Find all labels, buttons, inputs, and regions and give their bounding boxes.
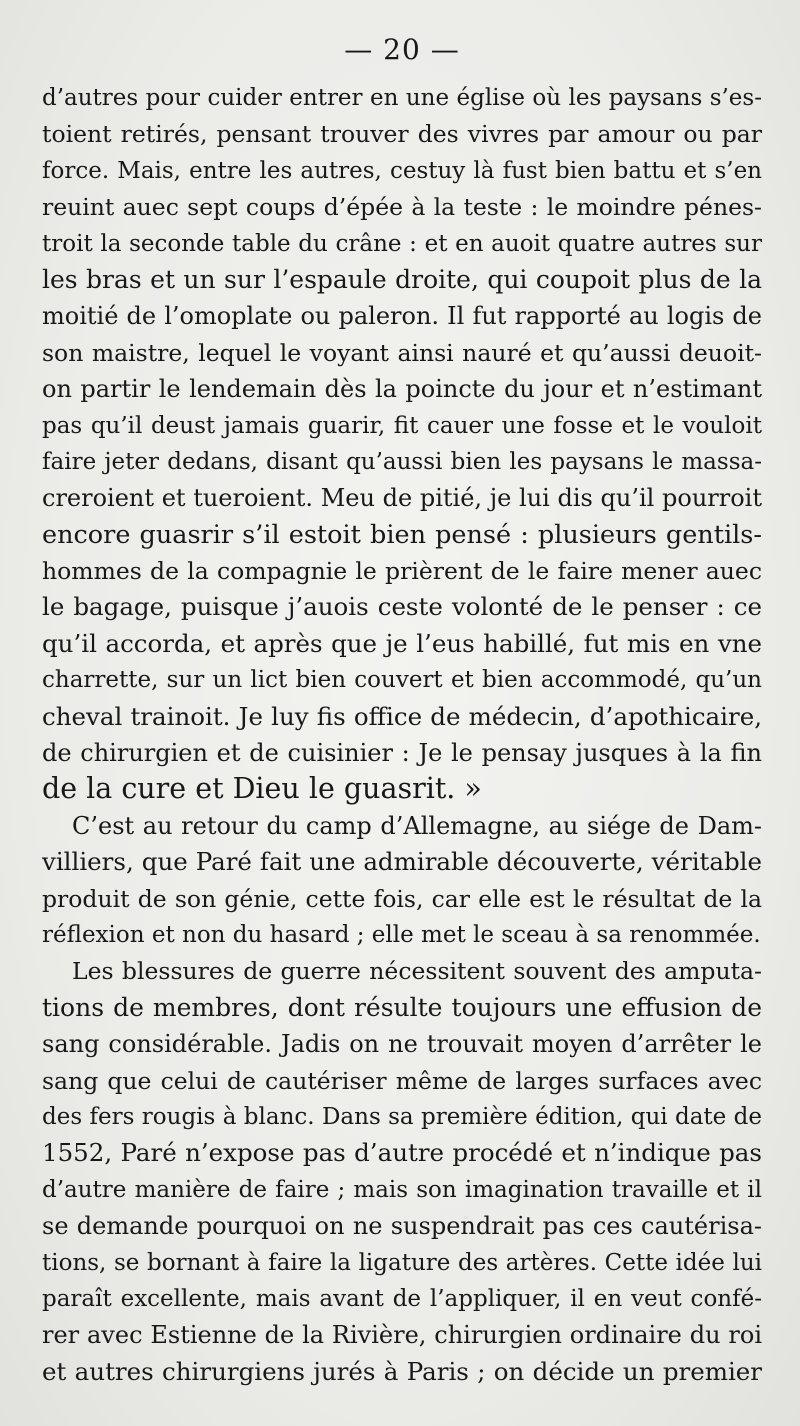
text-line: se demande pourquoi on ne suspendrait pas ces cautérisa- [42,1212,762,1241]
text-line: 1552, Paré n’expose pas d’autre procédé et n’indique pas [42,1138,762,1168]
body-text [42,80,762,1390]
text-line: C’est au retour du camp d’Allemagne, au siége de Dam- [72,811,762,840]
text-line: villiers, que Paré fait une admirable découverte, véritable [42,847,762,877]
text-line: produit de son génie, cette fois, car elle est le résultat de la [42,884,762,913]
text-line: charrette, sur un lict bien couvert et bien accommodé, qu’un [42,667,762,694]
text-line: rer avec Estienne de la Rivière, chirurgien ordinaire du roi [42,1321,762,1350]
text-line: des fers rougis à blanc. Dans sa première édition, qui date de [42,1103,762,1130]
page-number: — 20 — [344,33,460,66]
text-line: sang considérable. Jadis on ne trouvait moyen d’arrêter le [42,1030,762,1059]
text-line: faire jeter dedans, disant qu’aussi bien les paysans le massa- [42,448,762,475]
text-line: d’autres pour cuider entrer en une église où les paysans s’es- [42,85,762,111]
text-line: troit la seconde table du crâne : et en auoit quatre autres sur [42,230,762,257]
text-line: tions de membres, dont résulte toujours une effusion de [42,992,762,1022]
text-line: cheval trainoit. Je luy fis office de médecin, d’apothicaire, [42,701,762,731]
text-line: qu’il accorda, et après que je l’eus habillé, fut mis en vne [42,628,762,658]
text-line: paraît excellente, mais avant de l’appliquer, il en veut confé- [42,1285,762,1312]
text-line: encore guasrir s’il estoit bien pensé : plusieurs gentils- [42,519,762,550]
text-line: les bras et un sur l’espaule droite, qui coupoit plus de la [42,264,762,294]
text-line: de la cure et Dieu le guasrit. » [42,772,482,806]
text-line: reuint auec sept coups d’épée à la teste : le moindre pénes- [42,193,762,222]
text-line: hommes de la compagnie le prièrent de le faire mener auec [42,557,762,586]
text-line: Les blessures de guerre nécessitent souvent des amputa- [72,957,762,986]
text-line: sang que celui de cautériser même de larges surfaces avec [42,1066,762,1095]
text-line: réflexion et non du hasard ; elle met le sceau à sa renommée. [42,921,761,948]
text-line: toient retirés, pensant trouver des vivres par amour ou par [42,120,762,149]
text-line: creroient et tueroient. Meu de pitié, je lui dis qu’il pourroit [42,484,762,513]
text-line: son maistre, lequel le voyant ainsi nauré et qu’aussi deuoit- [42,338,762,367]
text-line: force. Mais, entre les autres, cestuy là fust bien battu et s’en [42,157,762,184]
text-line: le bagage, puisque j’auois ceste volonté de le penser : ce [42,592,762,622]
text-line: et autres chirurgiens jurés à Paris ; on décide un premier [42,1356,762,1386]
text-line: d’autre manière de faire ; mais son imagination travaille et il [42,1176,762,1203]
text-line: de chirurgien et de cuisinier : Je le pensay jusques à la fin [42,739,762,768]
text-line: moitié de l’omoplate ou paleron. Il fut rapporté au logis de [42,302,762,331]
text-line: on partir le lendemain dès la poincte du jour et n’estimant [42,375,762,404]
text-line: pas qu’il deust jamais guarir, fit cauer une fosse et le vouloit [42,412,762,439]
text-line: tions, se bornant à faire la ligature des artères. Cette idée lui [42,1249,762,1276]
